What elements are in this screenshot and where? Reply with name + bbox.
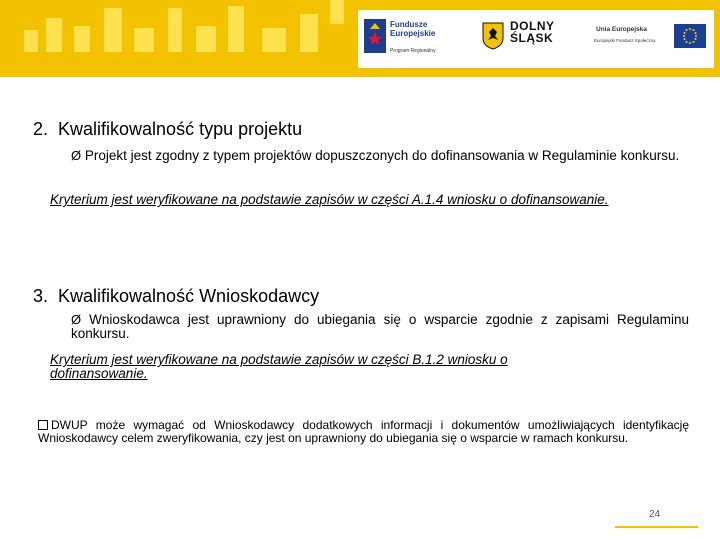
page-number: 24	[649, 509, 661, 520]
arrow-bullet-icon: Ø	[71, 148, 82, 163]
footnote-text: DWUP może wymagać od Wnioskodawcy dodatkowych informacji i dokumentów umożliwiających identyfikację Wnioskodawcy celem zweryfikowania, czy jest on uprawniony do ubiegania się o wsparcie w ramach konkursu.	[38, 418, 689, 445]
eagle-crest-icon	[482, 22, 504, 50]
ds-title: DOLNY ŚLĄSK	[510, 19, 555, 45]
decor-shape	[196, 26, 216, 52]
decor-shape	[24, 30, 38, 52]
decor-shape	[228, 6, 244, 52]
section-2-bullet-text: Projekt jest zgodny z typem projektów dopuszczonych do dofinansowania w Regulaminie konkursu.	[84, 148, 680, 163]
checkbox-bullet-icon	[38, 420, 48, 430]
section-2-heading: 2. Kwalifikowalność typu projektu	[33, 119, 303, 139]
section-3-bullet	[71, 313, 689, 341]
decor-shape	[330, 0, 344, 24]
section-2-note: Kryterium jest weryfikowane na podstawie zapisów w części A.1.4 wniosku o dofinansowanie.	[50, 192, 609, 207]
decor-shape	[46, 18, 62, 52]
section-2-bullet	[71, 149, 689, 163]
decor-shape	[300, 14, 318, 52]
footer-rule	[615, 526, 698, 528]
decor-shape	[134, 28, 154, 52]
section-3-note: Kryterium jest weryfikowane na podstawie zapisów w części B.1.2 wniosku o dofinansowanie.	[50, 352, 508, 381]
section-3-heading: 3. Kwalifikowalność Wnioskodawcy	[33, 286, 320, 306]
logo-bar	[358, 10, 714, 68]
footnote	[38, 419, 689, 445]
unia-europejska-logo	[590, 18, 710, 60]
decor-shape	[104, 8, 122, 52]
fe-title: Fundusze Europejskie	[390, 20, 436, 38]
header-band	[0, 0, 720, 77]
fundusze-europejskie-logo	[364, 17, 484, 61]
decor-shape	[74, 26, 90, 52]
eu-flag-icon	[674, 24, 706, 48]
decor-shape	[262, 28, 286, 52]
ue-subtitle: Europejski Fundusz Społeczny	[594, 38, 656, 43]
arrow-bullet-icon: Ø	[71, 312, 82, 327]
decor-shape	[168, 8, 182, 52]
fe-subtitle: Program Regionalny	[390, 48, 436, 54]
fe-star-icon	[364, 19, 386, 53]
dolny-slask-logo	[482, 18, 572, 60]
ue-title: Unia Europejska	[596, 26, 647, 33]
section-3-bullet-text: Wnioskodawca jest uprawniony do ubiegania się o wsparcie zgodnie z zapisami Regulaminu konkursu.	[71, 312, 689, 341]
